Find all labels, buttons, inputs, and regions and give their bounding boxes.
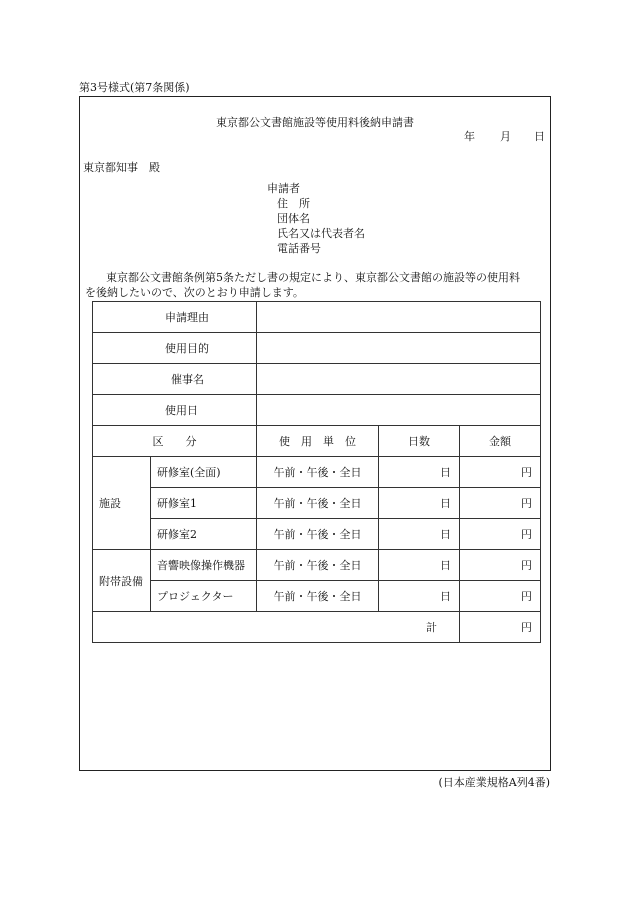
applicant-name-label: 氏名又は代表者名: [277, 227, 365, 240]
header-category: 区 分: [93, 426, 257, 457]
reason-field[interactable]: [257, 302, 541, 333]
header-days: 日数: [379, 426, 460, 457]
table-row: [93, 550, 541, 581]
form-number: 第3号様式(第7条関係): [79, 81, 190, 94]
date-field[interactable]: [257, 395, 541, 426]
form-title: 東京都公文書館施設等使用料後納申請書: [216, 116, 414, 129]
header-unit: 使 用 単 位: [257, 426, 379, 457]
equipment-item-days[interactable]: 日: [379, 581, 460, 612]
facility-item-days[interactable]: 日: [379, 488, 460, 519]
purpose-field[interactable]: [257, 333, 541, 364]
facility-item-days[interactable]: 日: [379, 457, 460, 488]
facility-item-amount[interactable]: 円: [460, 519, 541, 550]
footer-note: (日本産業規格A列4番): [438, 776, 550, 789]
facility-item-name: 研修室2: [151, 519, 257, 550]
facility-item-unit[interactable]: 午前・午後・全日: [257, 519, 379, 550]
table-row: [93, 364, 541, 395]
body-text-line1: 東京都公文書館条例第5条ただし書の規定により、東京都公文書館の施設等の使用料: [106, 271, 520, 284]
date-month: 月: [500, 130, 511, 143]
facility-item-name: 研修室(全面): [151, 457, 257, 488]
addressee: 東京都知事 殿: [83, 161, 160, 174]
equipment-item-days[interactable]: 日: [379, 550, 460, 581]
equipment-item-unit[interactable]: 午前・午後・全日: [257, 581, 379, 612]
table-row: [93, 488, 541, 519]
equipment-group-label: 附帯設備: [93, 550, 151, 612]
facility-item-unit[interactable]: 午前・午後・全日: [257, 457, 379, 488]
header-amount: 金額: [460, 426, 541, 457]
facility-item-unit[interactable]: 午前・午後・全日: [257, 488, 379, 519]
table-row: [93, 395, 541, 426]
table-row: [93, 519, 541, 550]
event-field[interactable]: [257, 364, 541, 395]
equipment-item-name: 音響映像操作機器: [151, 550, 257, 581]
table-row: [93, 302, 541, 333]
facility-item-amount[interactable]: 円: [460, 457, 541, 488]
table-row: [93, 581, 541, 612]
facility-group-label: 施設: [93, 457, 151, 550]
row-label-reason: 申請理由: [93, 302, 257, 333]
equipment-item-amount[interactable]: 円: [460, 581, 541, 612]
applicant-address-label: 住 所: [277, 197, 310, 210]
applicant-organization-label: 団体名: [277, 212, 310, 225]
equipment-item-name: プロジェクター: [151, 581, 257, 612]
total-amount[interactable]: 円: [460, 612, 541, 643]
date-day: 日: [534, 130, 545, 143]
facility-item-name: 研修室1: [151, 488, 257, 519]
facility-item-amount[interactable]: 円: [460, 488, 541, 519]
applicant-heading: 申請者: [267, 182, 300, 195]
applicant-phone-label: 電話番号: [277, 242, 321, 255]
row-label-date: 使用日: [93, 395, 257, 426]
table-row: [93, 457, 541, 488]
equipment-item-amount[interactable]: 円: [460, 550, 541, 581]
row-label-event: 催事名: [93, 364, 257, 395]
row-label-purpose: 使用目的: [93, 333, 257, 364]
body-text-line2: を後納したいので、次のとおり申請します。: [85, 286, 304, 299]
application-table: [92, 301, 541, 643]
table-total-row: [93, 612, 541, 643]
total-label: 計: [93, 612, 460, 643]
facility-item-days[interactable]: 日: [379, 519, 460, 550]
date-year: 年: [464, 130, 475, 143]
table-header-row: [93, 426, 541, 457]
equipment-item-unit[interactable]: 午前・午後・全日: [257, 550, 379, 581]
table-row: [93, 333, 541, 364]
